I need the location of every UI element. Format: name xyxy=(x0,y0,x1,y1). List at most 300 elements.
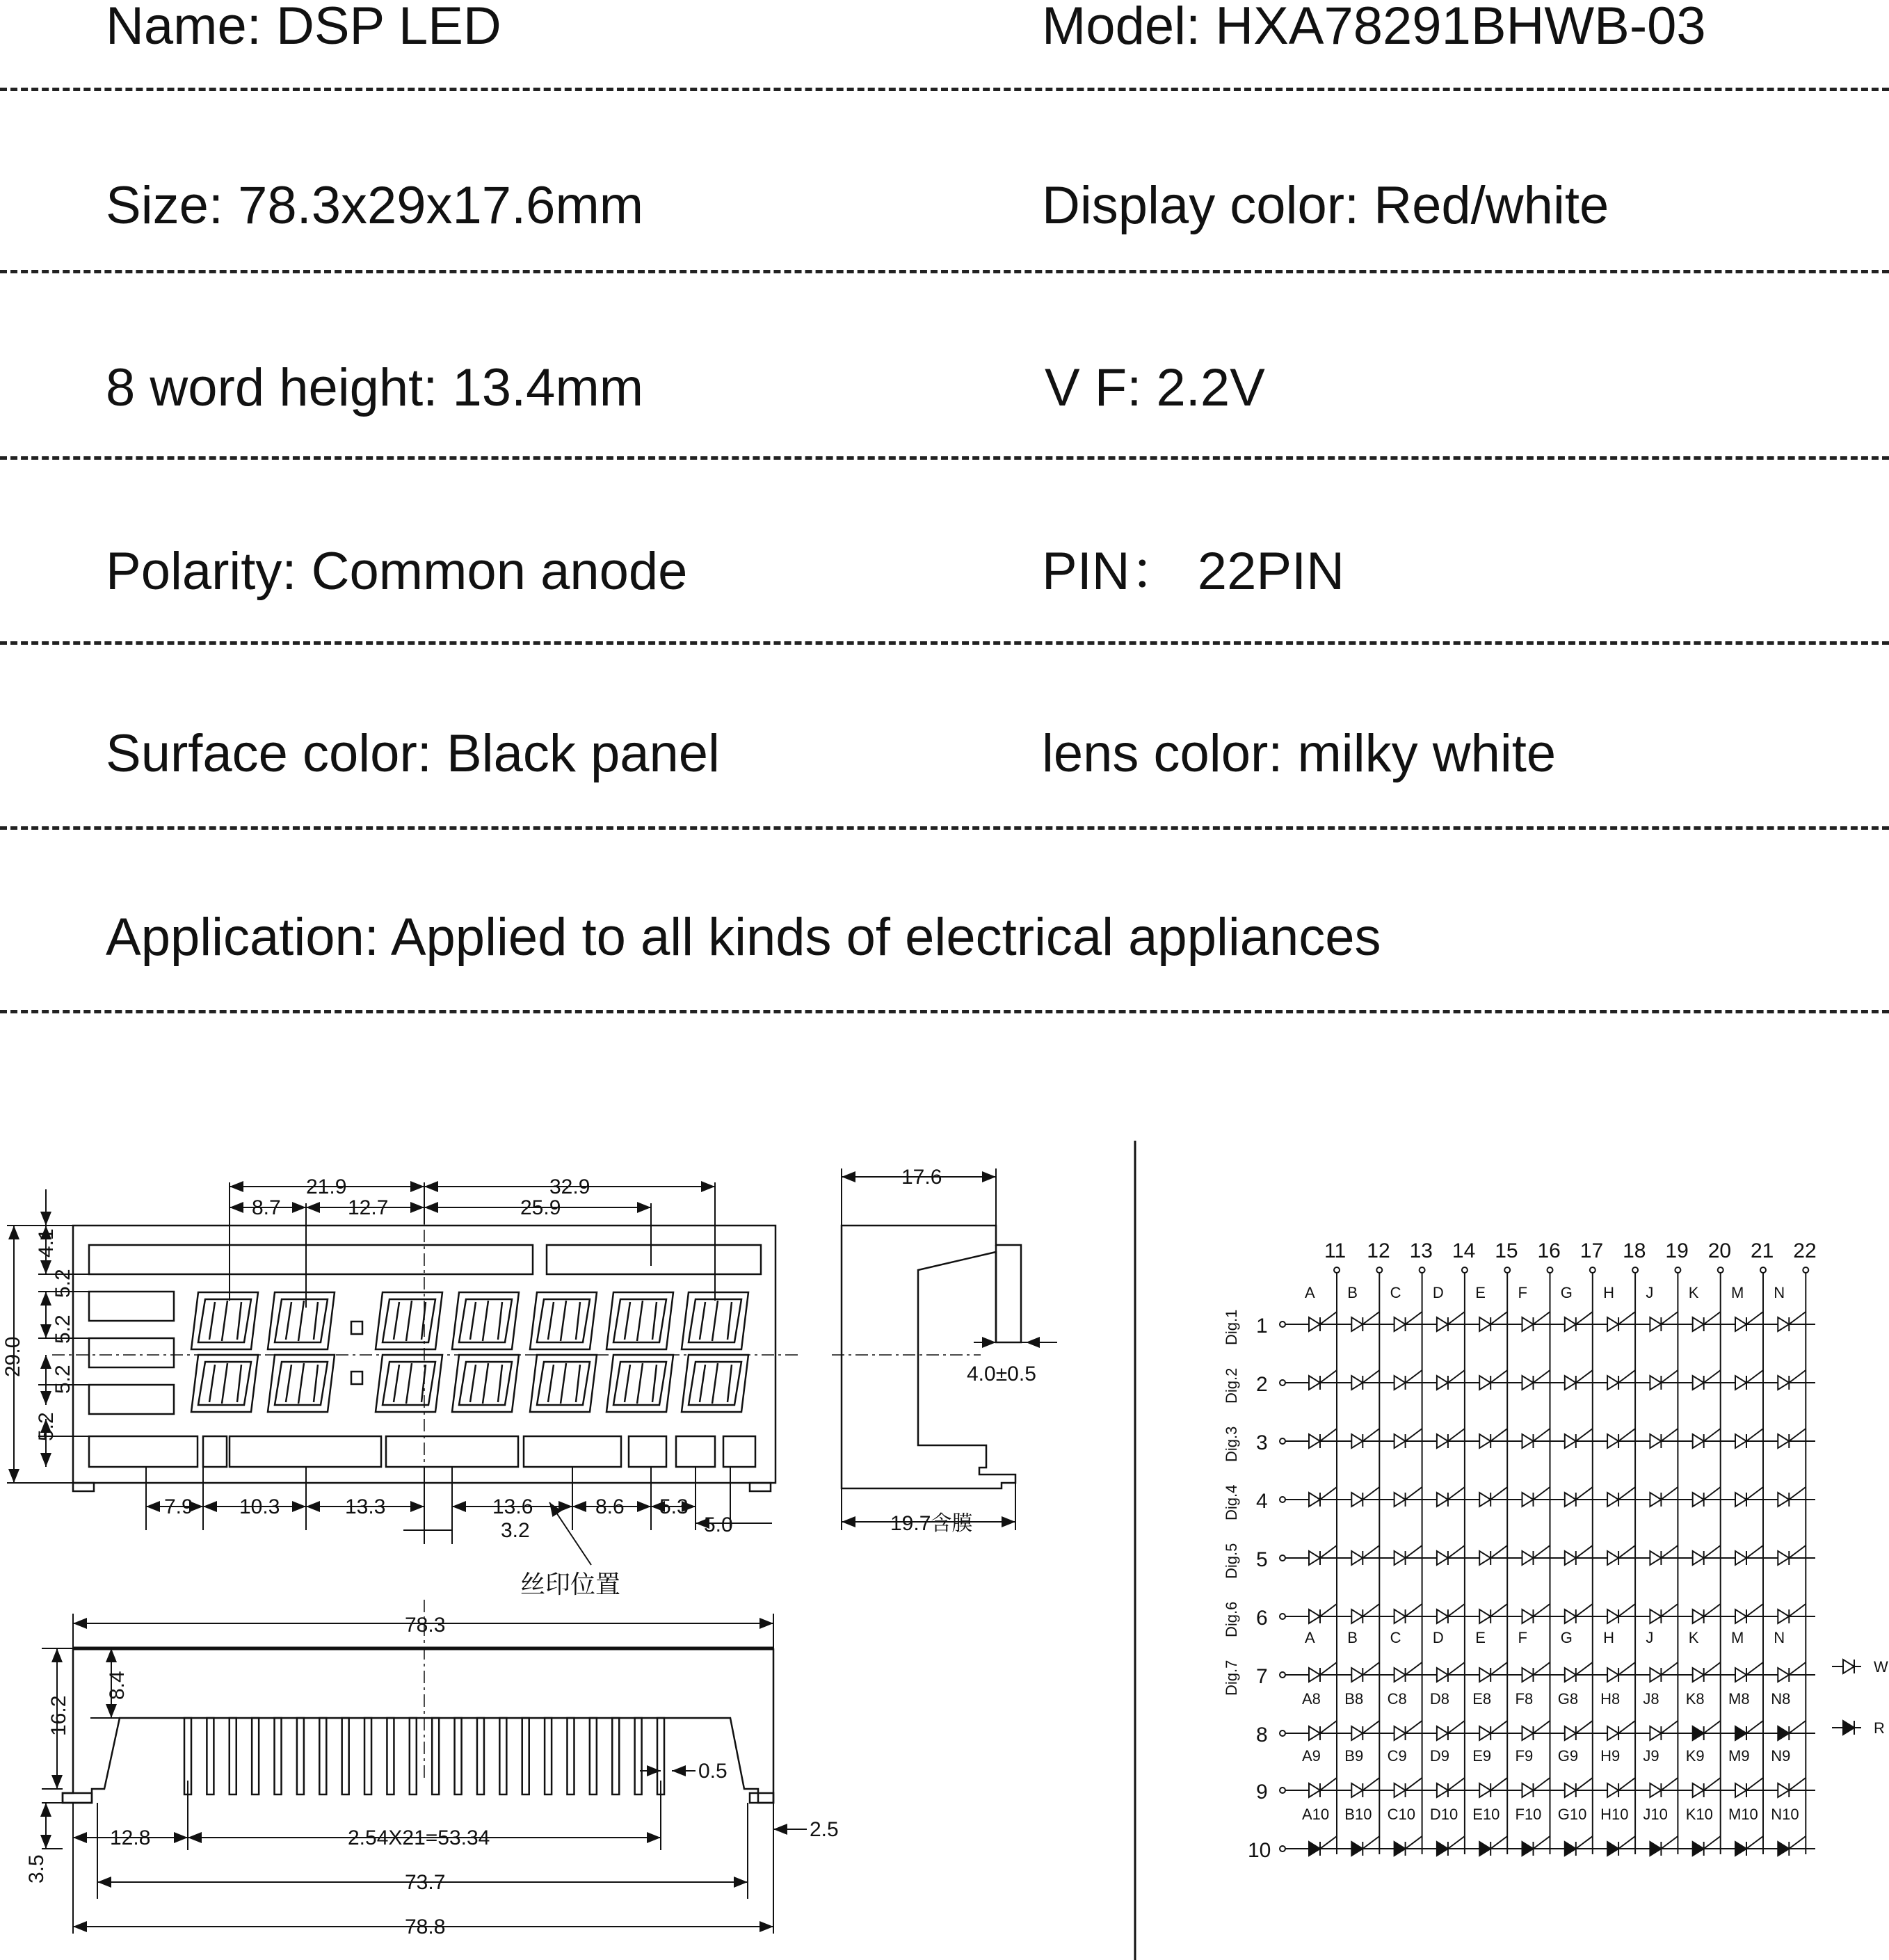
segment-label: E xyxy=(1475,1284,1486,1301)
pin xyxy=(499,1718,506,1794)
led-diode xyxy=(1351,1662,1379,1682)
row-pin-node xyxy=(1280,1555,1285,1561)
pin xyxy=(297,1718,304,1794)
row-pin-label: 7 xyxy=(1256,1665,1268,1688)
led-diode xyxy=(1650,1604,1678,1623)
led-diode xyxy=(1607,1778,1635,1797)
pin xyxy=(522,1718,529,1794)
segment-label: D9 xyxy=(1429,1747,1450,1765)
display-digit xyxy=(682,1355,748,1412)
top-pin-node xyxy=(1504,1267,1510,1273)
pin xyxy=(635,1718,642,1794)
led-diode xyxy=(1522,1487,1550,1507)
led-diode xyxy=(1650,1545,1678,1565)
led-diode xyxy=(1437,1429,1465,1448)
pin xyxy=(230,1718,236,1794)
diode-legend xyxy=(1832,1660,1861,1735)
dim-3-5: 3.5 xyxy=(25,1854,48,1883)
led-diode xyxy=(1309,1487,1337,1507)
segment-label: N xyxy=(1774,1629,1785,1646)
row-pin-node xyxy=(1280,1788,1285,1793)
pin xyxy=(252,1718,259,1794)
led-diode xyxy=(1650,1778,1678,1797)
segment-label: A9 xyxy=(1302,1747,1321,1765)
segment-label: M xyxy=(1731,1284,1744,1301)
segment-label: C10 xyxy=(1387,1806,1415,1823)
led-diode xyxy=(1437,1487,1465,1507)
led-diode xyxy=(1693,1836,1721,1856)
led-diode xyxy=(1522,1429,1550,1448)
top-pin-node xyxy=(1548,1267,1553,1273)
segment-label: J10 xyxy=(1643,1806,1668,1823)
row-pin-label: 4 xyxy=(1256,1490,1268,1513)
row-pin-label: 1 xyxy=(1256,1315,1268,1338)
pin xyxy=(275,1718,282,1794)
top-pin-label: 13 xyxy=(1409,1239,1433,1262)
top-pin-label: 16 xyxy=(1537,1239,1561,1262)
top-pin-label: 22 xyxy=(1793,1239,1817,1262)
led-diode xyxy=(1437,1545,1465,1565)
display-digit xyxy=(452,1355,519,1412)
row-pin-node xyxy=(1280,1730,1285,1736)
led-diode xyxy=(1394,1370,1422,1390)
segment-label: E8 xyxy=(1472,1690,1492,1708)
segment-label: M9 xyxy=(1728,1747,1750,1765)
digit-label: Dig.4 xyxy=(1223,1484,1240,1520)
led-diode xyxy=(1778,1429,1806,1448)
row-pin-label: 9 xyxy=(1256,1781,1268,1804)
led-diode xyxy=(1522,1312,1550,1331)
display-digit xyxy=(530,1292,597,1349)
dim-17-6: 17.6 xyxy=(901,1166,942,1189)
display-digit xyxy=(606,1292,673,1349)
spec-pin: PIN： 22PIN xyxy=(1042,542,1345,601)
top-pin-node xyxy=(1632,1267,1638,1273)
display-digit xyxy=(376,1292,442,1349)
led-diode xyxy=(1437,1778,1465,1797)
dim-7-9: 7.9 xyxy=(164,1495,193,1518)
spec-name: Name: DSP LED xyxy=(106,0,501,56)
led-diode xyxy=(1735,1778,1763,1797)
led-diode xyxy=(1479,1312,1507,1331)
circuit-diagram xyxy=(1280,1267,1861,1856)
pin xyxy=(567,1718,574,1794)
segment-label: F9 xyxy=(1515,1747,1534,1765)
display-digit xyxy=(191,1355,258,1412)
spec-lens-color: lens color: milky white xyxy=(1042,724,1557,783)
led-diode xyxy=(1437,1721,1465,1740)
top-pin-node xyxy=(1590,1267,1595,1273)
led-diode xyxy=(1479,1836,1507,1856)
segment-label: J xyxy=(1646,1284,1654,1301)
silkscreen-label: 丝印位置 xyxy=(520,1570,621,1598)
segment-label: A xyxy=(1305,1284,1315,1301)
pin xyxy=(612,1718,619,1794)
pin xyxy=(455,1718,462,1794)
row-pin-label: 2 xyxy=(1256,1373,1268,1396)
segment-label: C9 xyxy=(1387,1747,1407,1765)
led-diode xyxy=(1650,1662,1678,1682)
spec-model: Model: HXA78291BHWB-03 xyxy=(1042,0,1706,56)
dim-3-2: 3.2 xyxy=(501,1519,530,1542)
led-diode xyxy=(1735,1662,1763,1682)
led-diode xyxy=(1778,1604,1806,1623)
led-diode xyxy=(1394,1721,1422,1740)
top-pin-node xyxy=(1376,1267,1382,1273)
digit-label: Dig.7 xyxy=(1223,1660,1240,1696)
led-diode xyxy=(1735,1604,1763,1623)
segment-label: M10 xyxy=(1728,1806,1758,1823)
row-pin-label: 10 xyxy=(1248,1839,1271,1862)
segment-label: B9 xyxy=(1344,1747,1364,1765)
display-digit xyxy=(682,1292,748,1349)
led-diode xyxy=(1565,1662,1593,1682)
led-diode xyxy=(1778,1370,1806,1390)
front-dimension-text xyxy=(1,1175,733,1598)
led-diode xyxy=(1479,1778,1507,1797)
led-diode xyxy=(1309,1721,1337,1740)
led-diode xyxy=(1479,1545,1507,1565)
dim-29-0: 29.0 xyxy=(1,1336,24,1377)
segment-label: H8 xyxy=(1600,1690,1621,1708)
display-digit xyxy=(191,1292,258,1349)
segment-label: J9 xyxy=(1643,1747,1659,1765)
segment-label: J8 xyxy=(1643,1690,1659,1708)
led-diode xyxy=(1565,1545,1593,1565)
led-diode xyxy=(1351,1778,1379,1797)
led-diode xyxy=(1607,1312,1635,1331)
led-diode xyxy=(1693,1721,1721,1740)
side-view xyxy=(832,1168,1057,1530)
segment-label: C xyxy=(1390,1629,1401,1646)
row-pin-node xyxy=(1280,1380,1285,1385)
segment-label: N10 xyxy=(1771,1806,1799,1823)
segment-label: H xyxy=(1603,1629,1614,1646)
led-diode xyxy=(1607,1429,1635,1448)
led-diode xyxy=(1522,1836,1550,1856)
pin xyxy=(387,1718,394,1794)
dim-2-5: 2.5 xyxy=(810,1818,839,1841)
led-diode xyxy=(1351,1545,1379,1565)
led-diode xyxy=(1650,1487,1678,1507)
led-diode xyxy=(1309,1545,1337,1565)
top-pin-node xyxy=(1803,1267,1808,1273)
led-diode xyxy=(1607,1487,1635,1507)
led-diode xyxy=(1778,1662,1806,1682)
led-diode xyxy=(1565,1778,1593,1797)
row-pin-node xyxy=(1280,1438,1285,1444)
led-diode xyxy=(1522,1778,1550,1797)
led-diode xyxy=(1437,1370,1465,1390)
circuit-labels xyxy=(1223,1239,1888,1862)
led-diode xyxy=(1565,1312,1593,1331)
row-pin-label: 6 xyxy=(1256,1607,1268,1630)
top-pin-label: 15 xyxy=(1495,1239,1518,1262)
led-diode xyxy=(1565,1604,1593,1623)
row-pin-node xyxy=(1280,1614,1285,1619)
segment-label: K xyxy=(1688,1629,1699,1646)
led-diode xyxy=(1565,1721,1593,1740)
digit-label: Dig.5 xyxy=(1223,1543,1240,1579)
led-diode xyxy=(1394,1662,1422,1682)
segment-label: E xyxy=(1475,1629,1486,1646)
top-pin-node xyxy=(1675,1267,1680,1273)
led-diode xyxy=(1607,1662,1635,1682)
top-pin-label: 21 xyxy=(1751,1239,1774,1262)
row-pin-label: 5 xyxy=(1256,1548,1268,1571)
led-diode xyxy=(1309,1370,1337,1390)
segment-label: G9 xyxy=(1557,1747,1579,1765)
spec-word-height: 8 word height: 13.4mm xyxy=(106,358,644,417)
row-pin-node xyxy=(1280,1672,1285,1678)
segment-label: M8 xyxy=(1728,1690,1750,1708)
display-digit xyxy=(606,1355,673,1412)
row-pin-label: 8 xyxy=(1256,1724,1268,1746)
led-diode xyxy=(1735,1721,1763,1740)
led-diode xyxy=(1693,1370,1721,1390)
spec-polarity: Polarity: Common anode xyxy=(106,542,688,601)
segment-label: H9 xyxy=(1600,1747,1621,1765)
dim-32-9: 32.9 xyxy=(549,1175,590,1198)
led-diode xyxy=(1650,1836,1678,1856)
led-diode xyxy=(1565,1836,1593,1856)
digit-label: Dig.3 xyxy=(1223,1426,1240,1462)
led-diode xyxy=(1437,1604,1465,1623)
dim-4-1: 4.1 xyxy=(35,1228,58,1258)
led-diode xyxy=(1607,1836,1635,1856)
segment-label: B10 xyxy=(1344,1806,1372,1823)
display-digit xyxy=(452,1292,519,1349)
led-diode xyxy=(1351,1429,1379,1448)
segment-label: F xyxy=(1518,1629,1527,1646)
led-diode xyxy=(1778,1545,1806,1565)
top-pin-node xyxy=(1718,1267,1723,1273)
led-diode xyxy=(1309,1604,1337,1623)
spec-vf: V F: 2.2V xyxy=(1045,358,1265,417)
led-diode xyxy=(1309,1429,1337,1448)
dim-78-3: 78.3 xyxy=(405,1614,446,1637)
dim-73-7: 73.7 xyxy=(405,1871,446,1894)
led-diode xyxy=(1351,1721,1379,1740)
top-pin-node xyxy=(1760,1267,1766,1273)
pin xyxy=(432,1718,439,1794)
segment-label: J xyxy=(1646,1629,1654,1646)
led-diode xyxy=(1351,1604,1379,1623)
segment-label: G10 xyxy=(1557,1806,1587,1823)
segment-label: A8 xyxy=(1302,1690,1321,1708)
led-diode xyxy=(1735,1370,1763,1390)
led-diode xyxy=(1565,1429,1593,1448)
segment-label: D8 xyxy=(1429,1690,1450,1708)
dim-19-7: 19.7含膜 xyxy=(890,1512,973,1535)
led-diode xyxy=(1565,1487,1593,1507)
row-pin-label: 3 xyxy=(1256,1431,1268,1454)
led-diode xyxy=(1650,1370,1678,1390)
led-diode xyxy=(1351,1370,1379,1390)
pin xyxy=(319,1718,326,1794)
segment-label: N9 xyxy=(1771,1747,1791,1765)
pin xyxy=(207,1718,214,1794)
led-diode xyxy=(1693,1429,1721,1448)
legend-red-label: R xyxy=(1874,1719,1885,1737)
dim-21-9: 21.9 xyxy=(306,1175,347,1198)
dim-13-3: 13.3 xyxy=(345,1495,386,1518)
led-diode xyxy=(1437,1312,1465,1331)
spec-size: Size: 78.3x29x17.6mm xyxy=(106,176,644,235)
led-diode xyxy=(1351,1836,1379,1856)
segment-label: B8 xyxy=(1344,1690,1364,1708)
led-diode xyxy=(1735,1545,1763,1565)
led-diode xyxy=(1394,1604,1422,1623)
dim-12-7: 12.7 xyxy=(348,1196,389,1219)
segment-label: C xyxy=(1390,1284,1401,1301)
row-pin-node xyxy=(1280,1846,1285,1851)
segment-label: C8 xyxy=(1387,1690,1407,1708)
top-pin-label: 17 xyxy=(1579,1239,1604,1262)
dim-5-2-a: 5.2 xyxy=(51,1269,74,1298)
dim-5-2-d: 5.2 xyxy=(35,1412,58,1441)
led-diode xyxy=(1437,1662,1465,1682)
led-diode xyxy=(1650,1312,1678,1331)
led-diode xyxy=(1309,1778,1337,1797)
digit-label: Dig.1 xyxy=(1223,1309,1240,1345)
led-diode xyxy=(1522,1662,1550,1682)
dim-10-3: 10.3 xyxy=(239,1495,280,1518)
dim-8-7: 8.7 xyxy=(252,1196,281,1219)
segment-label: F8 xyxy=(1515,1690,1534,1708)
led-diode xyxy=(1394,1778,1422,1797)
led-diode xyxy=(1735,1487,1763,1507)
led-diode xyxy=(1565,1370,1593,1390)
display-digit xyxy=(268,1355,335,1412)
led-diode xyxy=(1607,1604,1635,1623)
segment-label: G8 xyxy=(1557,1690,1579,1708)
dim-5-3: 5.3 xyxy=(659,1495,689,1518)
segment-label: D10 xyxy=(1429,1806,1458,1823)
top-pin-node xyxy=(1420,1267,1425,1273)
display-digit xyxy=(530,1355,597,1412)
led-diode xyxy=(1522,1721,1550,1740)
segment-label: M xyxy=(1731,1629,1744,1646)
led-diode xyxy=(1522,1370,1550,1390)
led-diode xyxy=(1394,1487,1422,1507)
pin xyxy=(410,1718,417,1794)
segment-label: N xyxy=(1774,1284,1785,1301)
segment-label: H10 xyxy=(1600,1806,1629,1823)
segment-label: N8 xyxy=(1771,1690,1791,1708)
top-pin-label: 11 xyxy=(1324,1239,1347,1262)
top-pin-label: 20 xyxy=(1707,1239,1732,1262)
led-diode xyxy=(1607,1545,1635,1565)
led-diode xyxy=(1693,1545,1721,1565)
digit-segments xyxy=(191,1292,748,1412)
dim-25-9: 25.9 xyxy=(520,1196,561,1219)
led-diode xyxy=(1778,1487,1806,1507)
row-pin-node xyxy=(1280,1497,1285,1502)
top-pin-label: 12 xyxy=(1367,1239,1390,1262)
led-diode xyxy=(1437,1836,1465,1856)
led-diode xyxy=(1479,1487,1507,1507)
led-diode xyxy=(1479,1604,1507,1623)
segment-label: K xyxy=(1688,1284,1699,1301)
dim-4-0: 4.0±0.5 xyxy=(967,1363,1036,1385)
pin xyxy=(477,1718,484,1794)
segment-label: K10 xyxy=(1685,1806,1713,1823)
top-pin-label: 14 xyxy=(1452,1239,1476,1262)
led-diode xyxy=(1479,1429,1507,1448)
segment-label: K9 xyxy=(1685,1747,1705,1765)
led-diode xyxy=(1309,1312,1337,1331)
segment-label: F10 xyxy=(1515,1806,1542,1823)
pin xyxy=(590,1718,597,1794)
segment-label: G xyxy=(1560,1629,1573,1646)
led-diode xyxy=(1693,1778,1721,1797)
led-diode xyxy=(1394,1312,1422,1331)
dim-12-8: 12.8 xyxy=(110,1826,151,1849)
segment-label: G xyxy=(1560,1284,1573,1301)
led-diode xyxy=(1778,1778,1806,1797)
dim-5-2-b: 5.2 xyxy=(51,1315,74,1344)
led-diode xyxy=(1351,1487,1379,1507)
led-diode xyxy=(1479,1662,1507,1682)
led-diode xyxy=(1351,1312,1379,1331)
led-diode xyxy=(1309,1836,1337,1856)
led-diode xyxy=(1394,1836,1422,1856)
led-diode xyxy=(1522,1604,1550,1623)
led-diode xyxy=(1735,1836,1763,1856)
top-pin-label: 19 xyxy=(1665,1239,1689,1262)
segment-label: A10 xyxy=(1302,1806,1330,1823)
dim-78-8: 78.8 xyxy=(405,1915,446,1938)
segment-label: B xyxy=(1347,1284,1358,1301)
legend-white-label: W xyxy=(1874,1658,1888,1676)
front-dimension-lines xyxy=(7,1182,772,1565)
segment-label: H xyxy=(1603,1284,1614,1301)
led-diode xyxy=(1394,1429,1422,1448)
dim-16-2: 16.2 xyxy=(47,1695,70,1736)
top-pin-label: 18 xyxy=(1623,1239,1646,1262)
led-diode xyxy=(1522,1545,1550,1565)
pin xyxy=(364,1718,371,1794)
dim-13-6: 13.6 xyxy=(492,1495,533,1518)
led-diode xyxy=(1479,1370,1507,1390)
led-diode xyxy=(1607,1721,1635,1740)
side-dimension-text xyxy=(890,1166,1036,1535)
dim-0-5: 0.5 xyxy=(698,1760,728,1783)
led-diode xyxy=(1778,1312,1806,1331)
dim-5-0: 5.0 xyxy=(704,1513,733,1536)
led-diode xyxy=(1479,1721,1507,1740)
led-diode xyxy=(1693,1487,1721,1507)
segment-label: D xyxy=(1432,1284,1444,1301)
top-pin-node xyxy=(1334,1267,1340,1273)
display-digit xyxy=(376,1355,442,1412)
dim-8-4: 8.4 xyxy=(106,1671,129,1700)
top-pin-node xyxy=(1462,1267,1468,1273)
dim-8-6: 8.6 xyxy=(595,1495,625,1518)
led-diode xyxy=(1394,1545,1422,1565)
spec-surface-color: Surface color: Black panel xyxy=(106,724,720,783)
segment-label: E10 xyxy=(1472,1806,1500,1823)
segment-label: B xyxy=(1347,1629,1358,1646)
led-diode xyxy=(1650,1721,1678,1740)
led-diode xyxy=(1693,1604,1721,1623)
led-diode xyxy=(1607,1370,1635,1390)
led-diode xyxy=(1650,1429,1678,1448)
spec-display-color: Display color: Red/white xyxy=(1042,176,1609,235)
segment-label: E9 xyxy=(1472,1747,1492,1765)
digit-label: Dig.6 xyxy=(1223,1601,1240,1637)
